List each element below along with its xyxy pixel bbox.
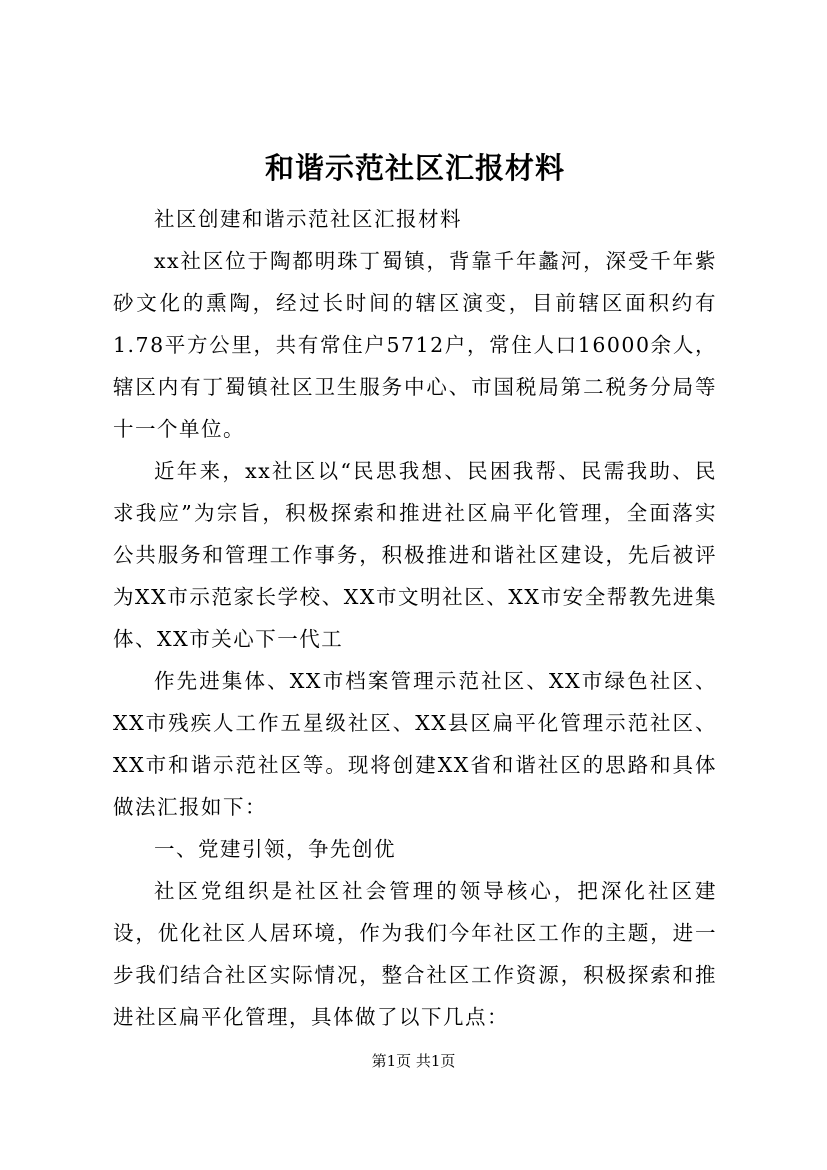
document-title: 和谐示范社区汇报材料 bbox=[264, 151, 565, 185]
paragraph: 近年来，xx社区以“民思我想、民困我帮、民需我助、民求我应”为宗旨，积极探索和推进社区扁平化管理，全面落实公共服务和管理工作事务，积极推进和谐社区建设，先后被评为XX市示范家长学校、XX市文明社区、XX市安全帮教先进集体、XX市关心下一代工 bbox=[113, 459, 717, 651]
page-footer: 第1页 共1页 bbox=[371, 1052, 456, 1070]
paragraph: xx社区位于陶都明珠丁蜀镇，背靠千年蠡河，深受千年紫砂文化的熏陶，经过长时间的辖区演变，目前辖区面积约有1.78平方公里，共有常住户5712户，常住人口16000余人，辖区内有丁蜀镇社区卫生服务中心、市国税局第二税务分局等十一个单位。 bbox=[113, 249, 717, 441]
section-heading: 一、党建引领，争先创优 bbox=[154, 837, 396, 861]
paragraph: 作先进集体、XX市档案管理示范社区、XX市绿色社区、XX市残疾人工作五星级社区、XX县区扁平化管理示范社区、XX市和谐示范社区等。现将创建XX省和谐社区的思路和具体做法汇报如下： bbox=[113, 669, 717, 819]
paragraph: 社区创建和谐示范社区汇报材料 bbox=[154, 207, 462, 231]
paragraph: 社区党组织是社区社会管理的领导核心，把深化社区建设，优化社区人居环境，作为我们今年社区工作的主题，进一步我们结合社区实际情况，整合社区工作资源，积极探索和推进社区扁平化管理，具体做了以下几点： bbox=[113, 879, 717, 1029]
document-body bbox=[113, 198, 717, 1038]
